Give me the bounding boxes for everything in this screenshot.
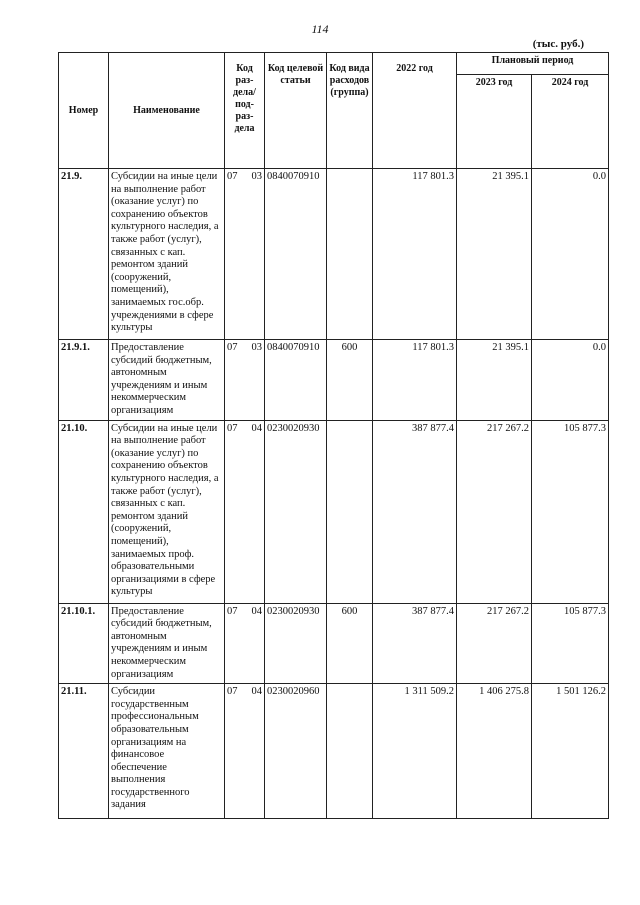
section-code: 07: [227, 171, 238, 182]
table-row: [59, 603, 609, 684]
row-name: Субсидии на иные цели на выполнение работ (оказание услуг) по сохранению объектов культурного наследия, а также работ (услуг), связанных с кап. ремонтом зданий (сооружений, помещений), занимаемых проф. образовательными организациями в сфере культуры: [109, 420, 225, 603]
subsection-code: 03: [251, 342, 262, 353]
row-2024: 105 877.3: [532, 603, 609, 684]
row-expense-type: [327, 684, 373, 819]
row-section: [225, 603, 265, 684]
row-2022: 387 877.4: [373, 603, 457, 684]
section-code: 07: [227, 605, 238, 617]
table-row: [59, 340, 609, 421]
header-2023: 2023 год: [457, 75, 532, 169]
row-section: [225, 684, 265, 819]
row-number: 21.9.: [59, 169, 109, 340]
header-section: Код раз-дела/ под-раз-дела: [225, 53, 265, 169]
row-2024: 1 501 126.2: [532, 684, 609, 819]
row-number: 21.9.1.: [59, 340, 109, 421]
header-target: Код целевой статьи: [265, 53, 327, 169]
row-expense-type: 600: [327, 340, 373, 421]
row-section: [225, 340, 265, 421]
row-2022: 387 877.4: [373, 420, 457, 603]
header-2022: 2022 год: [373, 53, 457, 169]
row-2023: 21 395.1: [457, 340, 532, 421]
row-target: 0840070910: [265, 169, 327, 340]
row-expense-type: [327, 420, 373, 603]
row-expense-type: [327, 169, 373, 340]
budget-table: [58, 52, 609, 819]
row-name: Субсидии на иные цели на выполнение работ (оказание услуг) по сохранению объектов культурного наследия, а также работ (услуг), связанных с кап. ремонтом зданий (сооружений, помещений), занимаемых гос.обр. учреждениями в сфере культуры: [109, 169, 225, 340]
row-2023: 1 406 275.8: [457, 684, 532, 819]
header-2024: 2024 год: [532, 75, 609, 169]
subsection-code: 03: [251, 171, 262, 182]
row-target: 0230020960: [265, 684, 327, 819]
row-2022: 117 801.3: [373, 169, 457, 340]
subsection-code: 04: [251, 686, 262, 698]
row-2022: 117 801.3: [373, 340, 457, 421]
section-code: 07: [227, 686, 238, 698]
row-target: 0840070910: [265, 340, 327, 421]
row-target: 0230020930: [265, 420, 327, 603]
header-expense-type: Код вида расходов (группа): [327, 53, 373, 169]
row-2023: 217 267.2: [457, 603, 532, 684]
header-number: Номер: [59, 53, 109, 169]
row-name: Предоставление субсидий бюджетным, автономным учреждениям и иным некоммерческим организациям: [109, 603, 225, 684]
table-row: [59, 420, 609, 603]
table-row: [59, 169, 609, 340]
row-name: Предоставление субсидий бюджетным, автономным учреждениям и иным некоммерческим организациям: [109, 340, 225, 421]
table-row: [59, 684, 609, 819]
row-2023: 217 267.2: [457, 420, 532, 603]
header-name: Наименование: [109, 53, 225, 169]
row-2023: 21 395.1: [457, 169, 532, 340]
row-target: 0230020930: [265, 603, 327, 684]
section-code: 07: [227, 342, 238, 353]
row-2024: 0.0: [532, 340, 609, 421]
row-section: [225, 420, 265, 603]
row-number: 21.10.1.: [59, 603, 109, 684]
row-number: 21.11.: [59, 684, 109, 819]
row-expense-type: 600: [327, 603, 373, 684]
page-number: 114: [311, 22, 329, 36]
section-code: 07: [227, 422, 238, 434]
row-number: 21.10.: [59, 420, 109, 603]
row-section: [225, 169, 265, 340]
units-label: (тыс. руб.): [532, 38, 584, 50]
subsection-code: 04: [251, 422, 262, 434]
row-name: Субсидии государственным профессиональным образовательным организациям на финансовое обеспечение выполнения государственного задания: [109, 684, 225, 819]
row-2024: 0.0: [532, 169, 609, 340]
header-planned-period: Плановый период: [457, 53, 609, 75]
row-2024: 105 877.3: [532, 420, 609, 603]
row-2022: 1 311 509.2: [373, 684, 457, 819]
subsection-code: 04: [251, 605, 262, 617]
